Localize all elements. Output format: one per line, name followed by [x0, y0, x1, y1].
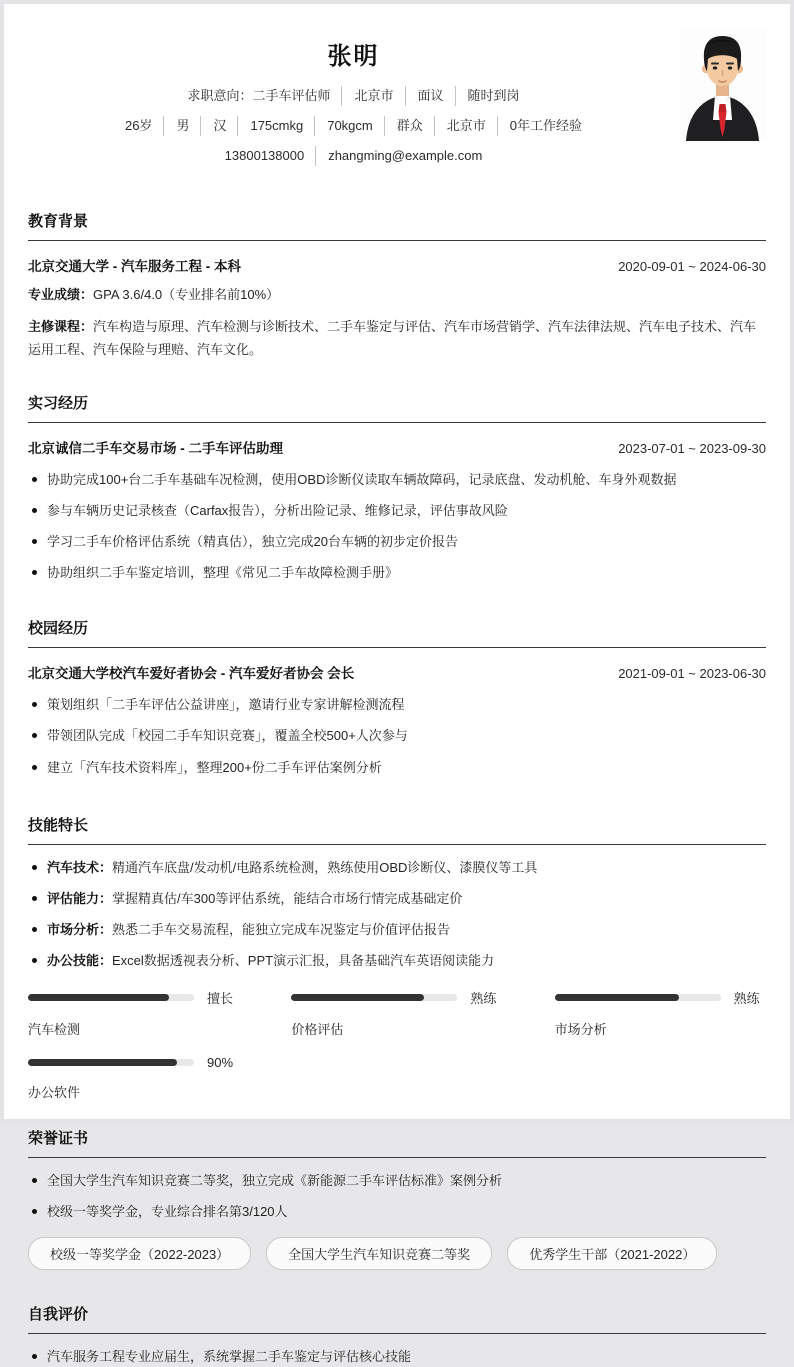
skill-bullet [28, 858, 766, 878]
campus-section-title: 校园经历 [28, 617, 766, 648]
skill-bar-level-label: 熟练 [733, 991, 760, 1007]
campus-bullet: 带领团队完成「校园二手车知识竞赛」，覆盖全校500+人次参与 [28, 726, 766, 746]
skill-bullet [28, 920, 766, 940]
internship-section-title: 实习经历 [28, 392, 766, 423]
skills-bullet-list [28, 858, 766, 972]
resume-header [28, 28, 766, 176]
internship-bullet: 协助组织二手车鉴定培训，整理《常见二手车故障检测手册》 [28, 563, 766, 583]
section-honors [28, 1127, 766, 1269]
skill-bar-row [28, 1055, 239, 1070]
self-evaluation-bullet: 汽车服务工程专业应届生，系统掌握二手车鉴定与评估核心技能 [28, 1347, 766, 1367]
skill-bar-item [28, 988, 239, 1038]
skill-bar-track [28, 994, 194, 1001]
campus-org-role: 北京交通大学校汽车爱好者协会 - 汽车爱好者协会 会长 [28, 666, 355, 682]
skill-bar-level-label: 90% [207, 1055, 234, 1071]
internship-date-range: 2023-07-01 ~ 2023-09-30 [618, 440, 766, 456]
candidate-name: 张明 [327, 43, 380, 70]
education-details [28, 284, 766, 361]
section-self-evaluation [28, 1303, 766, 1367]
internship-bullet: 学习二手车价格评估系统（精真估），独立完成20台车辆的初步定价报告 [28, 532, 766, 552]
skill-bullet-text: 熟悉二手车交易流程，能独立完成车况鉴定与价值评估报告 [112, 921, 451, 937]
campus-date-range: 2021-09-01 ~ 2023-06-30 [618, 666, 766, 682]
objective-part: 面议 [405, 86, 444, 106]
objective-part: 求职意向：二手车评估师 [187, 88, 331, 103]
education-detail-row [28, 316, 766, 362]
honor-tags [28, 1237, 766, 1270]
education-detail-label: 主修课程： [28, 319, 94, 335]
education-detail-label: 专业成绩： [28, 287, 94, 303]
skill-bar-row [555, 988, 766, 1007]
honor-tag: 校级一等奖学金（2022-2023） [28, 1237, 251, 1270]
objective-part: 北京市 [341, 86, 393, 106]
skill-bar-fill [28, 1059, 177, 1066]
education-section-title: 教育背景 [28, 210, 766, 241]
skill-bar-item [555, 988, 766, 1038]
education-entry-head [28, 255, 766, 275]
skill-bullet-label: 市场分析： [47, 921, 113, 937]
skill-bullet-text: Excel数据透视表分析、PPT演示汇报，具备基础汽车英语阅读能力 [112, 953, 495, 969]
basic-info-part: 汉 [200, 116, 226, 136]
education-date-range: 2020-09-01 ~ 2024-06-30 [618, 259, 766, 275]
skill-bullet-label: 办公技能： [47, 953, 113, 969]
profile-photo-illustration [679, 28, 766, 141]
skill-bar-item [291, 988, 502, 1038]
skill-bar-level-label: 熟练 [470, 991, 497, 1007]
basic-info-part: 男 [163, 116, 189, 136]
honors-bullet-list [28, 1171, 766, 1222]
basic-info-part: 群众 [384, 116, 423, 136]
skill-bullet [28, 889, 766, 909]
skill-bullet-label: 汽车技术： [47, 859, 113, 875]
skill-bar-name: 办公软件 [28, 1085, 81, 1101]
internship-bullet: 参与车辆历史记录核查（Carfax报告），分析出险记录、维修记录，评估事故风险 [28, 501, 766, 521]
skill-bar-row [28, 988, 239, 1007]
basic-info-part: 北京市 [434, 116, 486, 136]
education-detail-text: 汽车构造与原理、汽车检测与诊断技术、二手车鉴定与评估、汽车市场营销学、汽车法律法规、汽车电子技术、汽车运用工程、汽车保险与理赔、汽车文化。 [28, 319, 757, 357]
honor-tag: 优秀学生干部（2021-2022） [507, 1237, 717, 1270]
skill-bar-row [291, 988, 502, 1007]
self-evaluation-section-title: 自我评价 [28, 1303, 766, 1334]
internship-org-role: 北京诚信二手车交易市场 - 二手车评估助理 [28, 440, 283, 456]
skill-bar-name: 汽车检测 [28, 1022, 81, 1038]
skills-section-title: 技能特长 [28, 814, 766, 845]
header-text-block [28, 28, 679, 176]
basic-info-part: 175cmkg [237, 116, 303, 136]
honors-bullet: 全国大学生汽车知识竞赛二等奖，独立完成《新能源二手车评估标准》案例分析 [28, 1171, 766, 1191]
skill-bar-level-label: 擅长 [207, 991, 234, 1007]
contact-line [28, 146, 679, 166]
section-skills [28, 814, 766, 1102]
skill-bar-name: 价格评估 [291, 1022, 344, 1038]
contact-part: zhangming@example.com [315, 146, 482, 166]
campus-bullet: 策划组织「二手车评估公益讲座」，邀请行业专家讲解检测流程 [28, 695, 766, 715]
contact-part: 13800138000 [224, 148, 305, 164]
skill-bar-track [28, 1059, 194, 1066]
education-detail-row [28, 284, 766, 307]
honors-bullet: 校级一等奖学金，专业综合排名第3/120人 [28, 1202, 766, 1222]
internship-bullet: 协助完成100+台二手车基础车况检测，使用OBD诊断仪读取车辆故障码，记录底盘、发动机舱、车身外观数据 [28, 470, 766, 490]
basic-info-part: 0年工作经验 [497, 116, 582, 136]
resume-page [4, 4, 790, 1364]
objective-part: 随时到岗 [455, 86, 520, 106]
honor-tag: 全国大学生汽车知识竞赛二等奖 [266, 1237, 492, 1270]
basic-info-line [28, 116, 679, 136]
campus-bullet-list [28, 695, 766, 777]
skill-bar-fill [291, 994, 424, 1001]
profile-photo [679, 28, 766, 141]
skill-bar-item [28, 1055, 239, 1101]
skill-bar-fill [28, 994, 169, 1001]
campus-entry-head [28, 662, 766, 682]
section-education [28, 210, 766, 361]
skill-bar-track [555, 994, 721, 1001]
skill-bar-track [291, 994, 457, 1001]
skill-bullet [28, 951, 766, 971]
basic-info-part: 26岁 [124, 118, 153, 134]
basic-info-part: 70kgcm [314, 116, 373, 136]
school-name: 北京交通大学 - 汽车服务工程 - 本科 [28, 259, 241, 275]
campus-bullet: 建立「汽车技术资料库」，整理200+份二手车评估案例分析 [28, 758, 766, 778]
objective-line [28, 86, 679, 106]
section-internship [28, 392, 766, 584]
skill-bars [28, 988, 766, 1101]
skill-bar-fill [555, 994, 680, 1001]
skill-bar-name: 市场分析 [554, 1022, 607, 1038]
section-campus [28, 617, 766, 777]
internship-entry-head [28, 437, 766, 457]
internship-bullet-list [28, 470, 766, 584]
skill-bullet-text: 精通汽车底盘/发动机/电路系统检测，熟练使用OBD诊断仪、漆膜仪等工具 [112, 859, 538, 875]
skill-bullet-label: 评估能力： [47, 890, 113, 906]
self-evaluation-bullet-list [28, 1347, 766, 1367]
honors-section-title: 荣誉证书 [28, 1127, 766, 1158]
skill-bullet-text: 掌握精真估/车300等评估系统，能结合市场行情完成基础定价 [112, 890, 463, 906]
education-detail-text: GPA 3.6/4.0（专业排名前10%） [93, 287, 280, 303]
